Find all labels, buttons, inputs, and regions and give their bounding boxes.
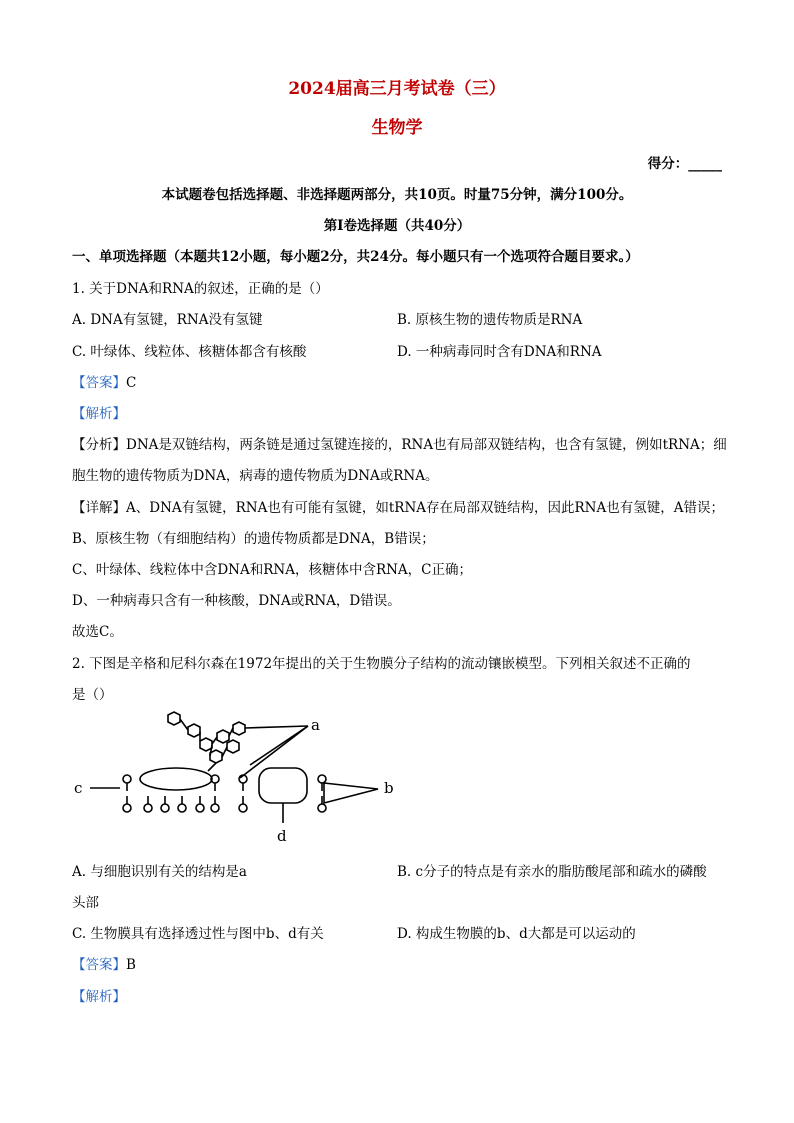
exam-intro: 本试题卷包括选择题、非选择题两部分，共10页。时量75分钟，满分100分。 — [161, 187, 633, 203]
q1-stem: 1. 关于DNA和RNA的叙述，正确的是（） — [72, 281, 329, 297]
answer-value: B — [126, 957, 136, 973]
label-b: b — [384, 779, 394, 797]
q2-stem-line2: 是（） — [72, 687, 113, 703]
answer-tag: 【答案】 — [72, 957, 126, 973]
q2-option-c: C. 生物膜具有选择透过性与图中b、d有关 — [72, 926, 324, 942]
q1-detail-line2: B、原核生物（有细胞结构）的遗传物质都是DNA，B错误； — [72, 531, 435, 547]
fenxi-text: DNA是双链结构，两条链是通过氢键连接的，RNA也有局部双链结构，也含有氢键，例如tRNA；细 — [126, 437, 727, 453]
q1-option-a: A. DNA有氢键，RNA没有氢键 — [72, 312, 263, 328]
label-d: d — [277, 827, 287, 845]
q2-stem-line1: 2. 下图是辛格和尼科尔森在1972年提出的关于生物膜分子结构的流动镶嵌模型。下列相关叙述不正确的 — [72, 656, 691, 672]
fenxi-tag: 【分析】 — [72, 437, 126, 453]
q1-fenxi-line1 — [72, 433, 727, 453]
membrane-figure — [60, 705, 420, 855]
detail-tag: 【详解】 — [72, 500, 126, 516]
part-title: 一、单项选择题（本题共12小题，每小题2分，共24分。每小题只有一个选项符合题目要求。） — [72, 249, 639, 265]
label-c: c — [74, 779, 83, 797]
q2-option-d: D. 构成生物膜的b、d大都是可以运动的 — [397, 926, 636, 942]
q2-answer — [72, 953, 136, 973]
exam-title: 2024届高三月考试卷（三） — [288, 79, 506, 99]
answer-tag: 【答案】 — [72, 375, 126, 391]
q2-option-b-continued: 头部 — [72, 895, 99, 911]
q1-detail-line4: D、一种病毒只含有一种核酸，DNA或RNA，D错误。 — [72, 593, 401, 609]
answer-value: C — [126, 375, 137, 391]
q1-option-d: D. 一种病毒同时含有DNA和RNA — [397, 344, 602, 360]
score-label: 得分：_____ — [647, 156, 722, 172]
q2-option-b: B. c分子的特点是有亲水的脂肪酸尾部和疏水的磷酸 — [397, 864, 707, 880]
q1-option-c: C. 叶绿体、线粒体、核糖体都含有核酸 — [72, 344, 307, 360]
q1-detail-line1 — [72, 496, 724, 516]
q2-analysis-tag: 【解析】 — [72, 989, 126, 1005]
q1-option-b: B. 原核生物的遗传物质是RNA — [397, 312, 583, 328]
q1-conclusion: 故选C。 — [72, 624, 123, 640]
subject-title: 生物学 — [371, 118, 423, 138]
detail-text: A、DNA有氢键，RNA也有可能有氢键，如tRNA存在局部双链结构，因此RNA也有氢键，A错误； — [126, 500, 724, 516]
label-a: a — [311, 716, 320, 734]
q1-detail-line3: C、叶绿体、线粒体中含DNA和RNA，核糖体中含RNA，C正确； — [72, 562, 472, 578]
q1-analysis-tag: 【解析】 — [72, 406, 126, 422]
q2-option-a: A. 与细胞识别有关的结构是a — [72, 864, 247, 880]
section-title: 第Ⅰ卷选择题（共40分） — [323, 218, 471, 234]
q1-answer — [72, 371, 136, 391]
q1-fenxi-line2: 胞生物的遗传物质为DNA，病毒的遗传物质为DNA或RNA。 — [72, 468, 439, 484]
